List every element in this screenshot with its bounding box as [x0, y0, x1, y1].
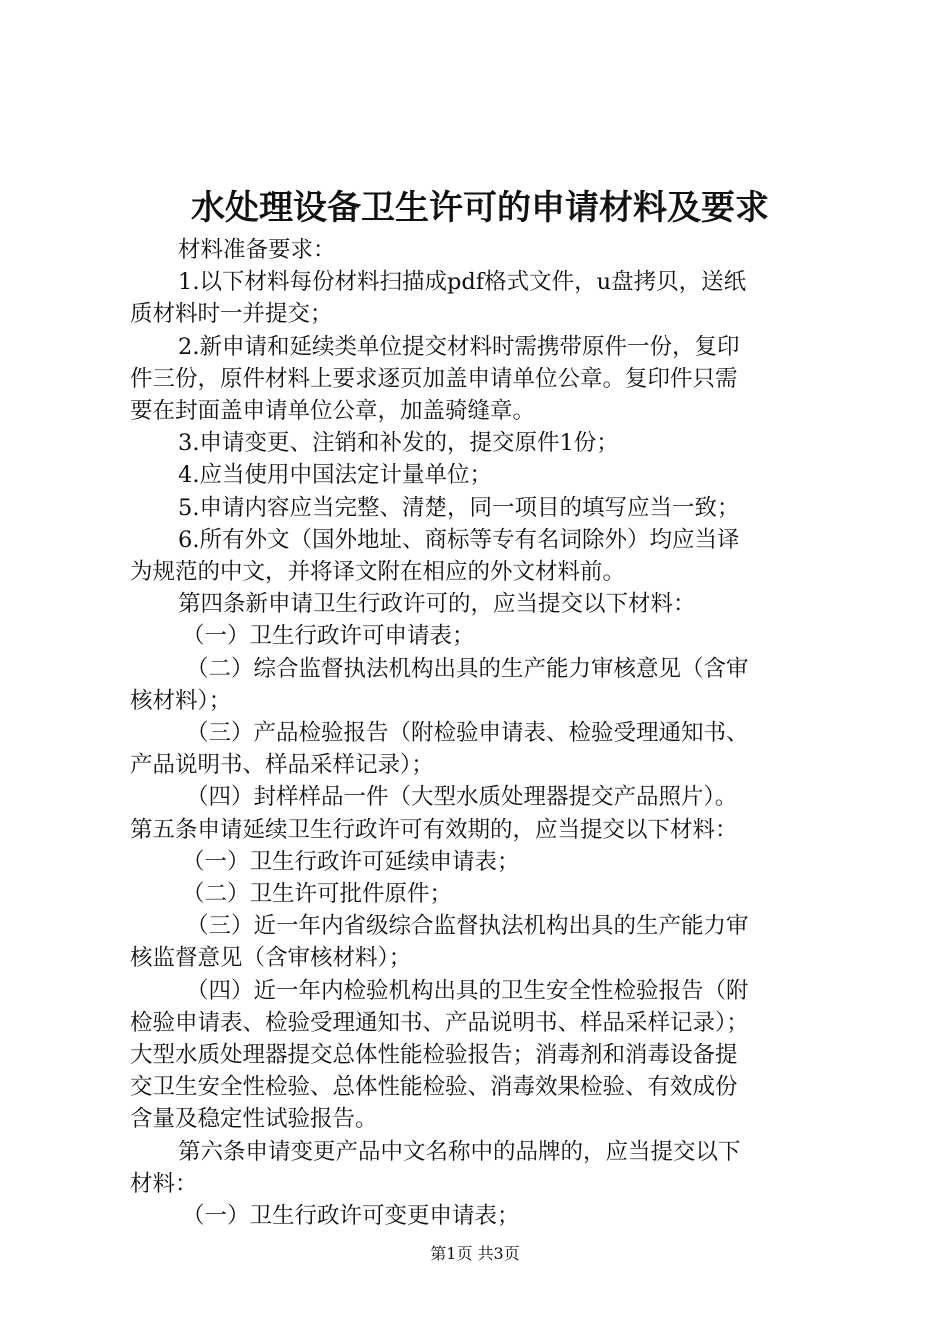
text-line: （二）卫生许可批件原件；: [182, 881, 453, 908]
text-line: 第五条申请延续卫生行政许可有效期的，应当提交以下材料：: [130, 816, 738, 843]
text-line: 质材料时一并提交；: [130, 301, 333, 328]
document-body: [130, 234, 830, 1232]
text-line: 为规范的中文，并将译文附在相应的外文材料前。: [130, 559, 626, 586]
page-footer: 第1页 共3页: [430, 1244, 520, 1263]
document-title: 水处理设备卫生许可的申请材料及要求: [191, 188, 769, 228]
text-line: 大型水质处理器提交总体性能检验报告；消毒剂和消毒设备提: [130, 1042, 738, 1069]
text-line: 2.新申请和延续类单位提交材料时需携带原件一份，复印: [178, 333, 740, 360]
text-line: 要在封面盖申请单位公章，加盖骑缝章。: [130, 398, 536, 425]
text-line: （一）卫生行政许可申请表；: [182, 623, 475, 650]
text-line: 5.申请内容应当完整、清楚，同一项目的填写应当一致；: [178, 494, 740, 521]
text-line: 4.应当使用中国法定计量单位；: [178, 462, 492, 489]
text-line: （三）产品检验报告（附检验申请表、检验受理通知书、: [186, 720, 749, 747]
text-line: 产品说明书、样品采样记录）；: [130, 752, 434, 779]
text-line: 检验申请表、检验受理通知书、产品说明书、样品采样记录）；: [130, 1009, 749, 1036]
text-line: 1.以下材料每份材料扫描成pdf格式文件，u盘拷贝，送纸: [178, 269, 747, 296]
text-line: 交卫生安全性检验、总体性能检验、消毒效果检验、有效成份: [130, 1074, 738, 1101]
text-line: 核监督意见（含审核材料）；: [130, 945, 412, 972]
text-line: 6.所有外文（国外地址、商标等专有名词除外）均应当译: [178, 526, 740, 553]
text-line: 材料：: [130, 1170, 198, 1197]
text-line: 件三份，原件材料上要求逐页加盖申请单位公章。复印件只需: [130, 365, 738, 392]
text-line: （四）近一年内检验机构出具的卫生安全性检验报告（附: [186, 977, 749, 1004]
text-line: （四）封样样品一件（大型水质处理器提交产品照片）。: [186, 784, 738, 811]
text-line: 核材料）；: [130, 687, 232, 714]
text-line: （一）卫生行政许可延续申请表；: [182, 848, 520, 875]
text-line: （一）卫生行政许可变更申请表；: [182, 1203, 520, 1230]
text-line: （二）综合监督执法机构出具的生产能力审核意见（含审: [186, 655, 749, 682]
text-line: （三）近一年内省级综合监督执法机构出具的生产能力审: [186, 913, 749, 940]
text-line: 材料准备要求：: [178, 237, 336, 263]
text-line: 含量及稳定性试验报告。: [130, 1106, 378, 1133]
text-line: 第六条申请变更产品中文名称中的品牌的，应当提交以下: [178, 1138, 741, 1165]
text-line: 3.申请变更、注销和补发的，提交原件1份；: [178, 430, 619, 457]
text-line: 第四条新申请卫生行政许可的，应当提交以下材料：: [178, 591, 696, 618]
